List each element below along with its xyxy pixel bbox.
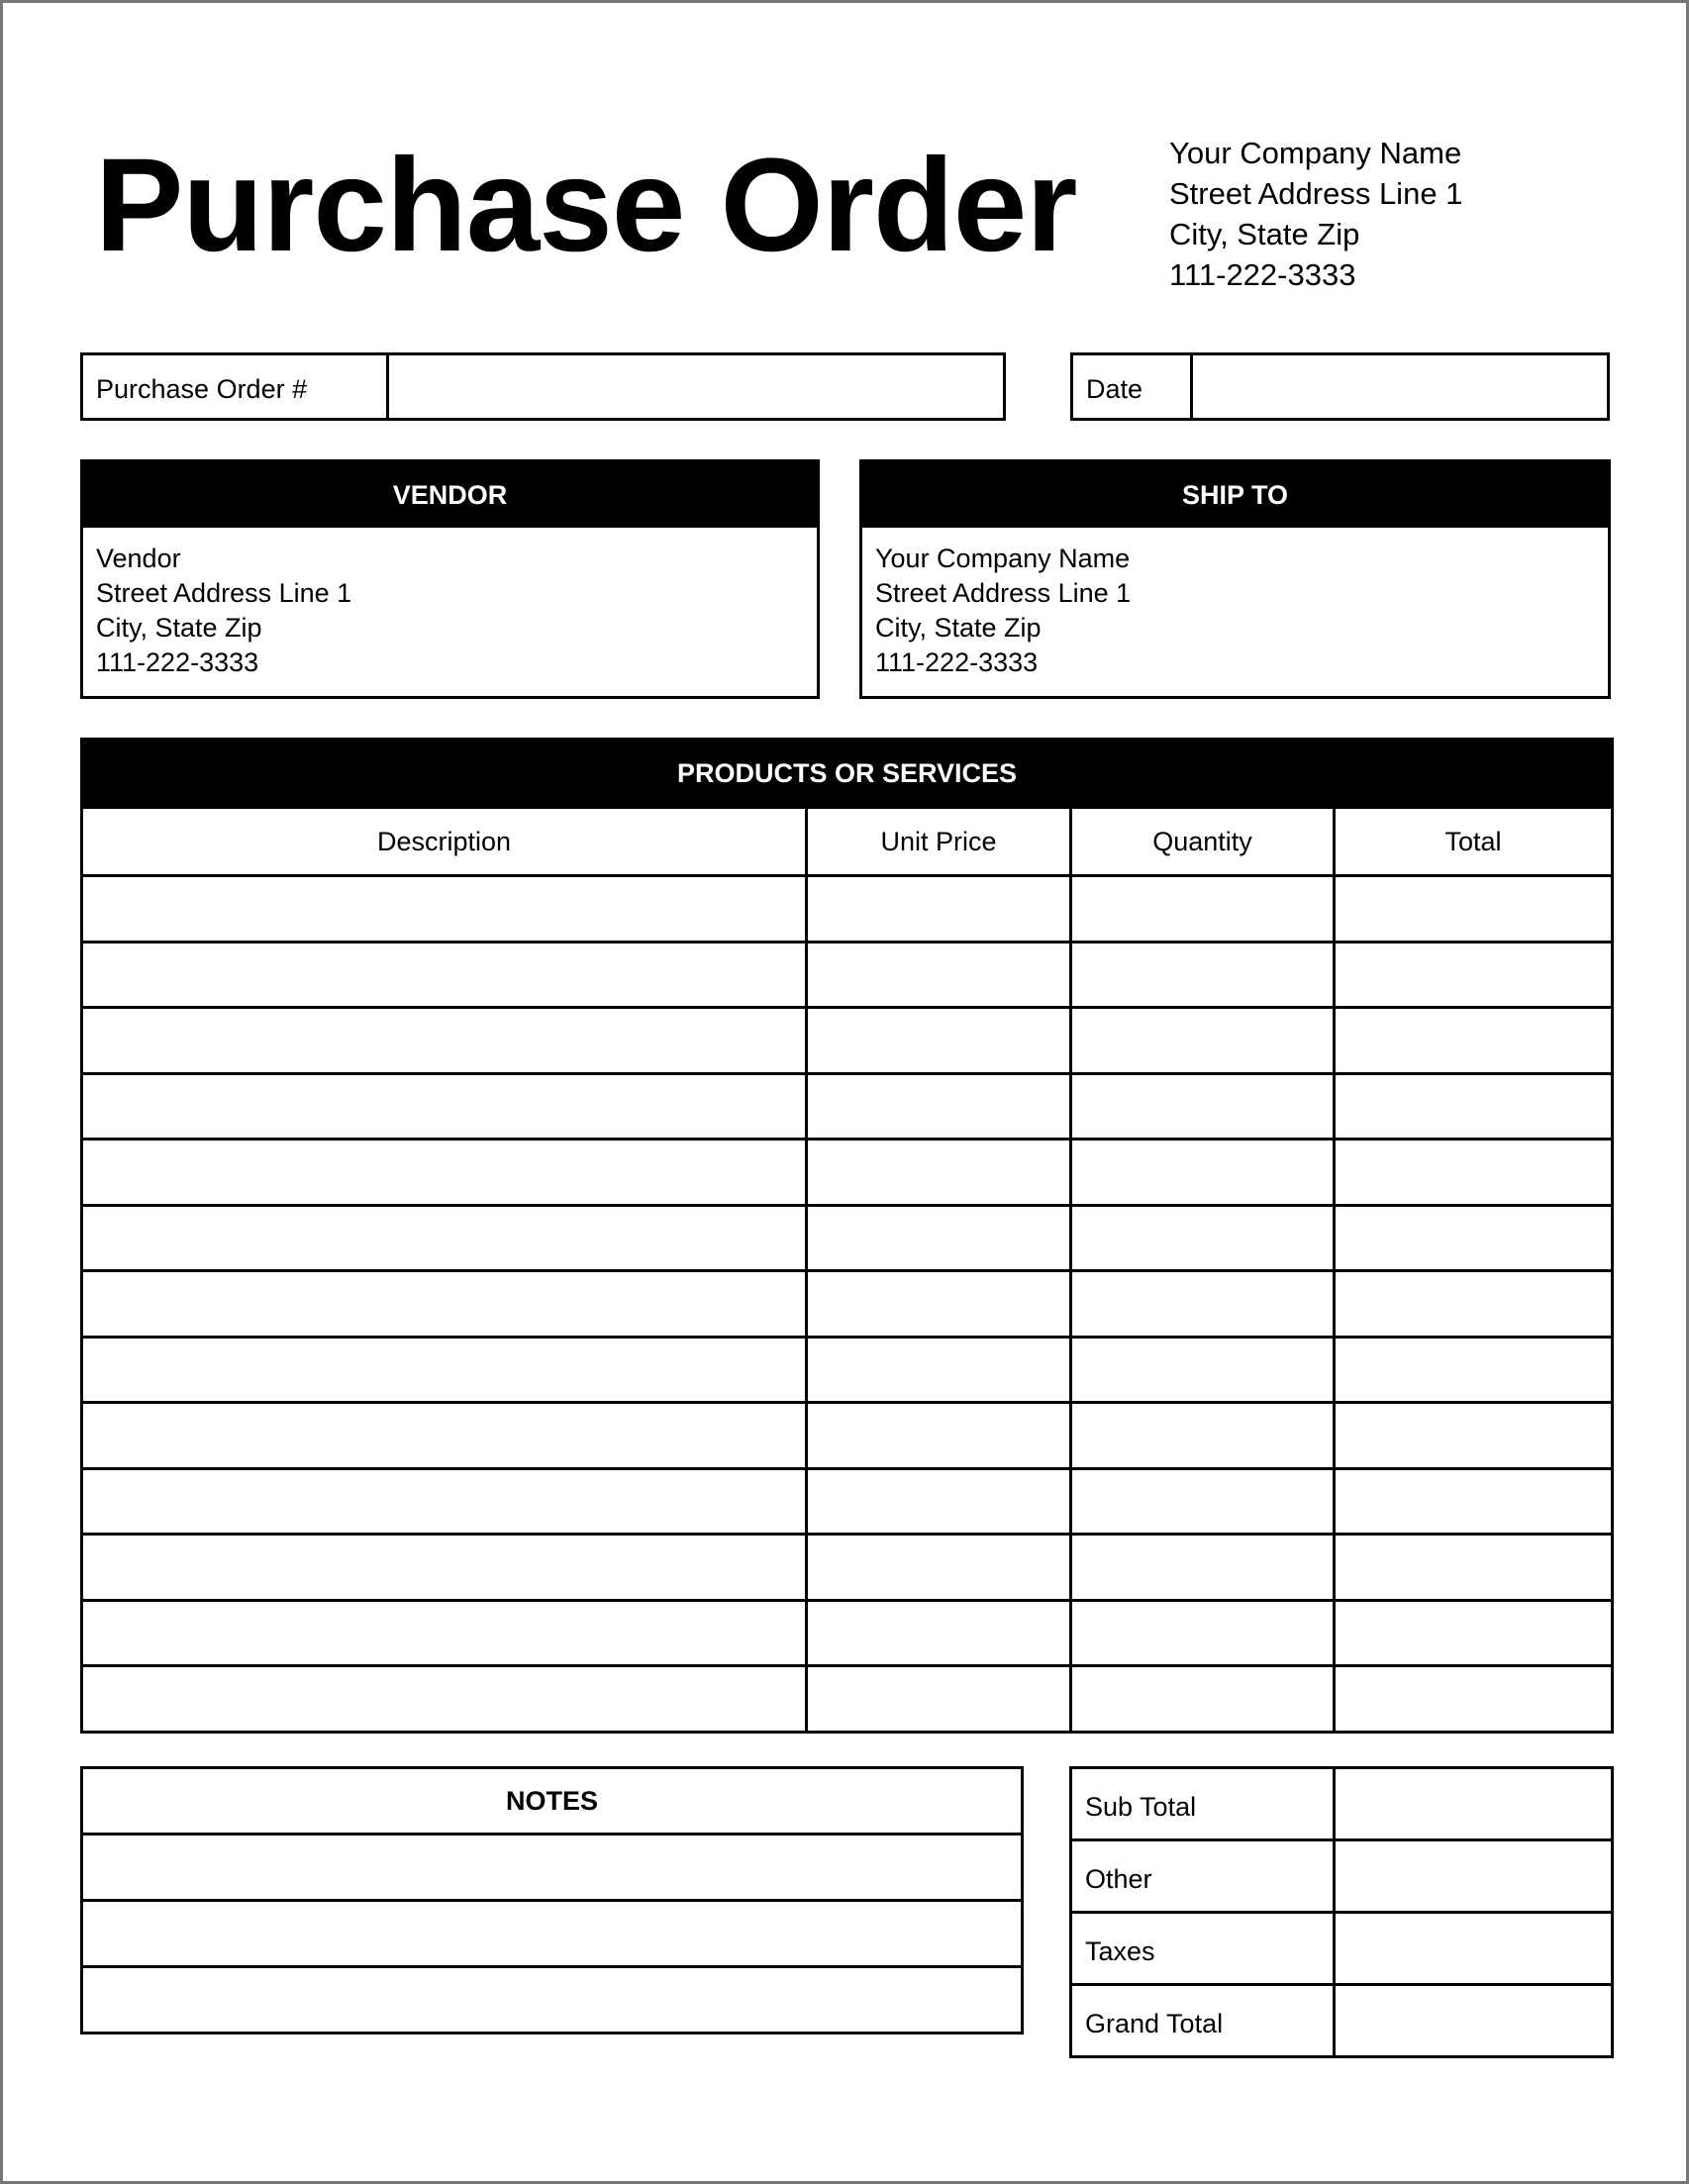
notes-cell[interactable] xyxy=(82,1901,1023,1967)
notes-line xyxy=(82,1835,1023,1901)
table-row xyxy=(82,1666,1613,1733)
total-cell[interactable] xyxy=(1335,1468,1613,1535)
quantity-cell[interactable] xyxy=(1071,1403,1335,1469)
quantity-cell[interactable] xyxy=(1071,1073,1335,1140)
page-title: Purchase Order xyxy=(95,132,1077,279)
table-row xyxy=(82,876,1613,943)
products-table xyxy=(80,738,1614,1734)
quantity-cell[interactable] xyxy=(1071,1337,1335,1403)
ship-to-header: SHIP TO xyxy=(862,462,1608,528)
date-field xyxy=(1070,352,1610,421)
table-row xyxy=(82,1073,1613,1140)
totals-section xyxy=(1069,1766,1611,2058)
quantity-cell[interactable] xyxy=(1071,1140,1335,1206)
product-rows xyxy=(82,876,1613,1733)
total-cell[interactable] xyxy=(1335,942,1613,1008)
company-city: City, State Zip xyxy=(1169,217,1360,251)
table-row xyxy=(82,1600,1613,1666)
quantity-cell[interactable] xyxy=(1071,1600,1335,1666)
description-cell[interactable] xyxy=(82,1205,807,1271)
other-label: Other xyxy=(1071,1840,1335,1913)
notes-table xyxy=(80,1766,1024,2035)
vendor-phone: 111-222-3333 xyxy=(96,647,259,677)
vendor-section xyxy=(80,459,820,699)
unit-price-cell[interactable] xyxy=(807,1008,1071,1074)
description-cell[interactable] xyxy=(82,1140,807,1206)
table-row xyxy=(82,942,1613,1008)
description-cell[interactable] xyxy=(82,1535,807,1601)
totals-row-subtotal xyxy=(1071,1768,1613,1840)
totals-row-grand-total xyxy=(1071,1985,1613,2057)
po-number-input[interactable] xyxy=(389,355,1003,418)
total-cell[interactable] xyxy=(1335,1271,1613,1338)
vendor-header: VENDOR xyxy=(83,462,817,528)
total-cell[interactable] xyxy=(1335,1337,1613,1403)
column-header-unit-price: Unit Price xyxy=(807,808,1071,876)
subtotal-label: Sub Total xyxy=(1071,1768,1335,1840)
notes-header: NOTES xyxy=(82,1768,1023,1835)
taxes-label: Taxes xyxy=(1071,1913,1335,1985)
notes-line xyxy=(82,1967,1023,2034)
description-cell[interactable] xyxy=(82,1600,807,1666)
total-cell[interactable] xyxy=(1335,1403,1613,1469)
total-cell[interactable] xyxy=(1335,1666,1613,1733)
total-cell[interactable] xyxy=(1335,1535,1613,1601)
grand-total-value[interactable] xyxy=(1335,1985,1613,2057)
table-row xyxy=(82,1140,1613,1206)
company-name: Your Company Name xyxy=(1169,136,1462,170)
table-row xyxy=(82,1337,1613,1403)
table-row xyxy=(82,1403,1613,1469)
table-row xyxy=(82,1468,1613,1535)
vendor-name: Vendor xyxy=(96,544,181,573)
description-cell[interactable] xyxy=(82,1666,807,1733)
totals-row-taxes xyxy=(1071,1913,1613,1985)
column-header-description: Description xyxy=(82,808,807,876)
total-cell[interactable] xyxy=(1335,1205,1613,1271)
notes-rows xyxy=(82,1835,1023,2034)
company-street: Street Address Line 1 xyxy=(1169,176,1463,211)
total-cell[interactable] xyxy=(1335,876,1613,943)
ship-to-city: City, State Zip xyxy=(875,613,1042,643)
unit-price-cell[interactable] xyxy=(807,1073,1071,1140)
vendor-city: City, State Zip xyxy=(96,613,262,643)
table-row xyxy=(82,1008,1613,1074)
description-cell[interactable] xyxy=(82,942,807,1008)
unit-price-cell[interactable] xyxy=(807,1468,1071,1535)
table-row xyxy=(82,1205,1613,1271)
column-header-total: Total xyxy=(1335,808,1613,876)
unit-price-cell[interactable] xyxy=(807,1600,1071,1666)
description-cell[interactable] xyxy=(82,1271,807,1338)
notes-section xyxy=(80,1766,1024,2035)
ship-to-street: Street Address Line 1 xyxy=(875,578,1132,608)
column-header-quantity: Quantity xyxy=(1071,808,1335,876)
ship-to-phone: 111-222-3333 xyxy=(875,647,1039,677)
vendor-street: Street Address Line 1 xyxy=(96,578,352,608)
total-cell[interactable] xyxy=(1335,1140,1613,1206)
quantity-cell[interactable] xyxy=(1071,1535,1335,1601)
description-cell[interactable] xyxy=(82,1468,807,1535)
description-cell[interactable] xyxy=(82,1073,807,1140)
products-section xyxy=(80,738,1611,1734)
quantity-cell[interactable] xyxy=(1071,1666,1335,1733)
quantity-cell[interactable] xyxy=(1071,876,1335,943)
vendor-address[interactable] xyxy=(83,528,817,680)
company-phone: 111-222-3333 xyxy=(1169,257,1356,292)
unit-price-cell[interactable] xyxy=(807,1205,1071,1271)
po-number-label: Purchase Order # xyxy=(83,355,389,418)
total-cell[interactable] xyxy=(1335,1600,1613,1666)
notes-cell[interactable] xyxy=(82,1835,1023,1901)
date-label: Date xyxy=(1073,355,1193,418)
ship-to-name: Your Company Name xyxy=(875,544,1131,573)
table-row xyxy=(82,1535,1613,1601)
unit-price-cell[interactable] xyxy=(807,1535,1071,1601)
total-cell[interactable] xyxy=(1335,1008,1613,1074)
other-value[interactable] xyxy=(1335,1840,1613,1913)
notes-line xyxy=(82,1901,1023,1967)
quantity-cell[interactable] xyxy=(1071,1205,1335,1271)
total-cell[interactable] xyxy=(1335,1073,1613,1140)
description-cell[interactable] xyxy=(82,876,807,943)
products-header: PRODUCTS OR SERVICES xyxy=(82,740,1613,808)
taxes-value[interactable] xyxy=(1335,1913,1613,1985)
subtotal-value[interactable] xyxy=(1335,1768,1613,1840)
totals-row-other xyxy=(1071,1840,1613,1913)
date-input[interactable] xyxy=(1193,355,1607,418)
totals-table xyxy=(1069,1766,1614,2058)
quantity-cell[interactable] xyxy=(1071,1008,1335,1074)
unit-price-cell[interactable] xyxy=(807,1140,1071,1206)
company-info xyxy=(1169,133,1462,295)
unit-price-cell[interactable] xyxy=(807,1666,1071,1733)
grand-total-label: Grand Total xyxy=(1071,1985,1335,2057)
notes-cell[interactable] xyxy=(82,1967,1023,2034)
unit-price-cell[interactable] xyxy=(807,1337,1071,1403)
unit-price-cell[interactable] xyxy=(807,942,1071,1008)
ship-to-section xyxy=(859,459,1611,699)
unit-price-cell[interactable] xyxy=(807,1403,1071,1469)
table-row xyxy=(82,1271,1613,1338)
description-cell[interactable] xyxy=(82,1337,807,1403)
po-number-field xyxy=(80,352,1006,421)
ship-to-address[interactable] xyxy=(862,528,1608,680)
quantity-cell[interactable] xyxy=(1071,1468,1335,1535)
description-cell[interactable] xyxy=(82,1403,807,1469)
quantity-cell[interactable] xyxy=(1071,942,1335,1008)
quantity-cell[interactable] xyxy=(1071,1271,1335,1338)
unit-price-cell[interactable] xyxy=(807,1271,1071,1338)
unit-price-cell[interactable] xyxy=(807,876,1071,943)
description-cell[interactable] xyxy=(82,1008,807,1074)
